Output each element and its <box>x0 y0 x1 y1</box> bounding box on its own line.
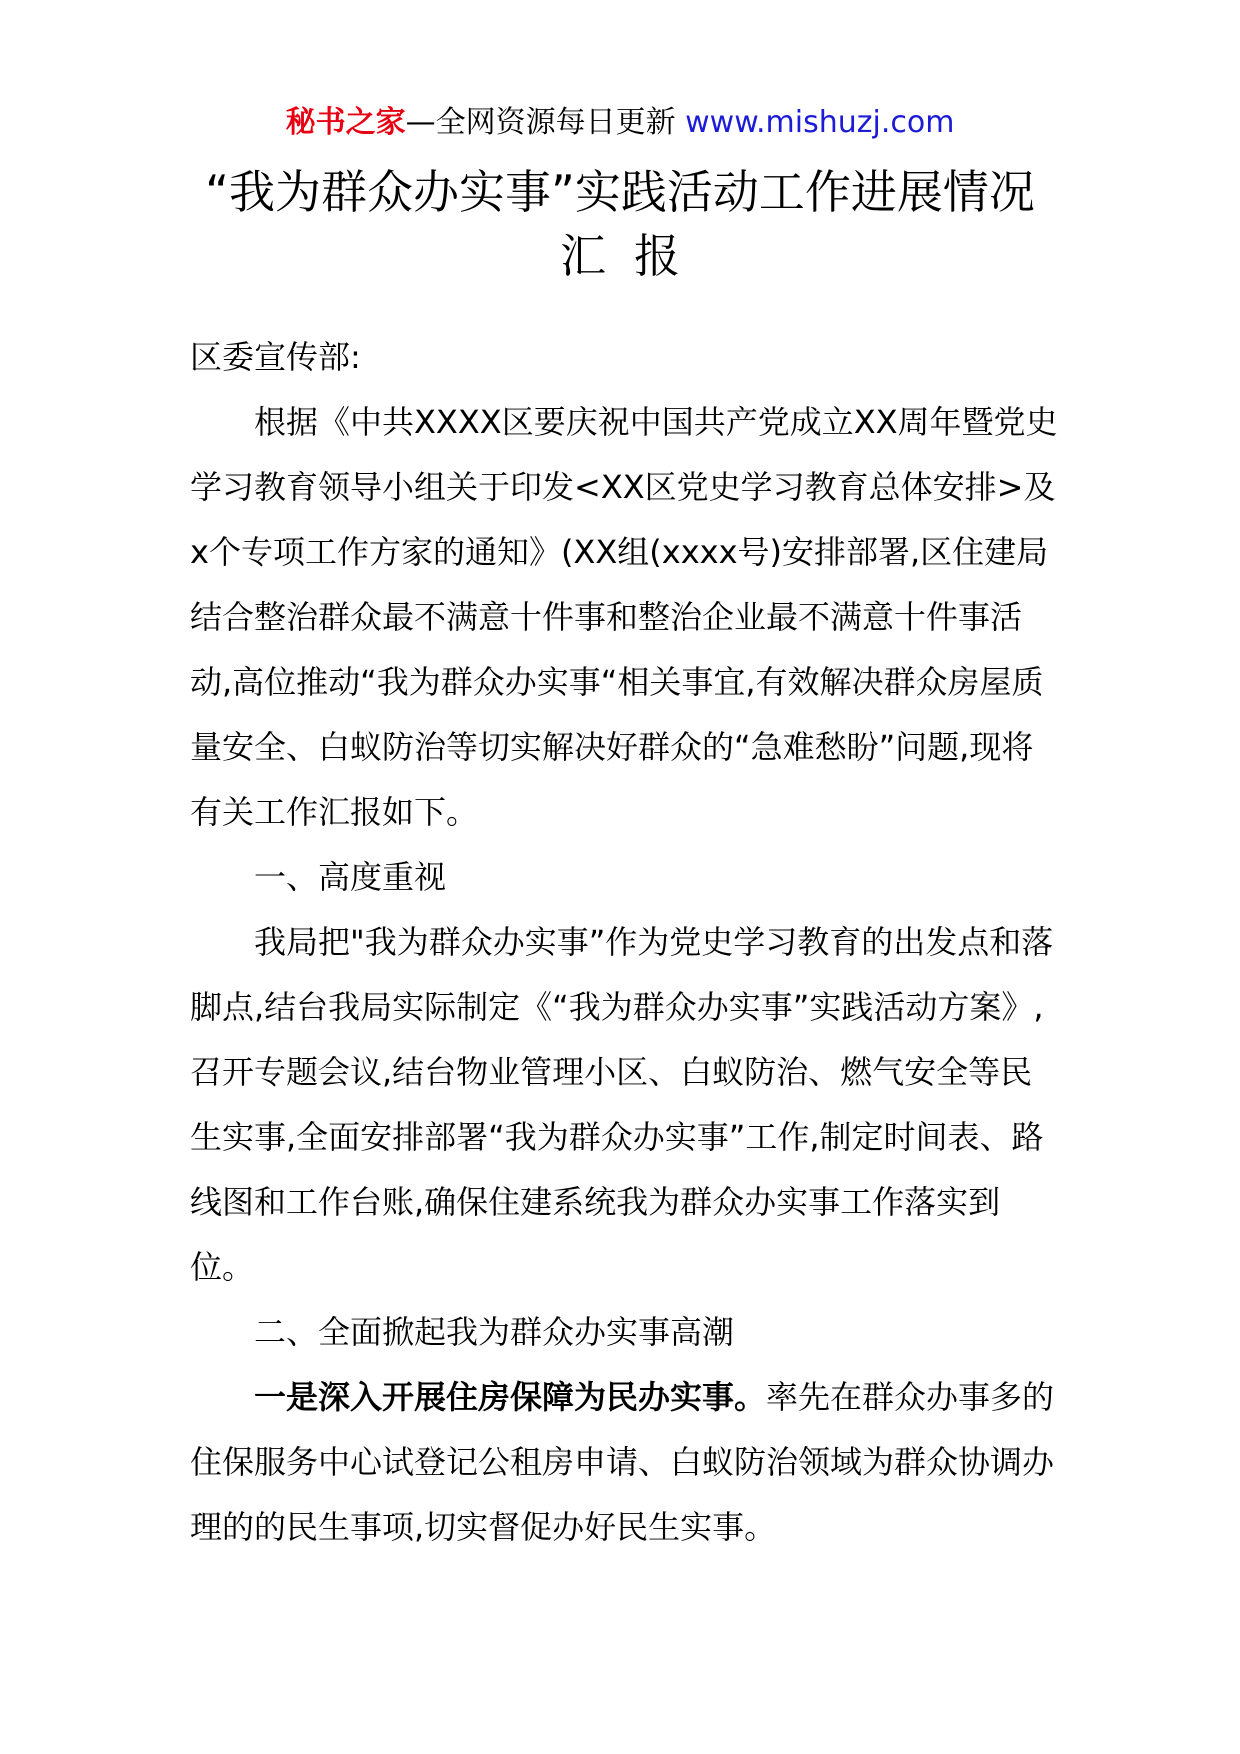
document-title-line-2: 汇报 <box>560 229 708 283</box>
section-heading-1: 一、高度重视 <box>254 858 447 896</box>
section-1-paragraph: 我局把"我为群众办实事”作为党史学习教育的出发点和落脚点,结台我局实际制定《“我为群众办实事”实践活动方案》,召开专题会议,结台物业管理小区、白蚁防治、燃气安全等民生实事,全面安排部署“我为群众办实事”工作,制定时间表、路线图和工作台账,确保住建系统我为群众办实事工作落实到位。 <box>190 923 1054 1286</box>
document-title-line-1: “我为群众办实事”实践活动工作进展情况 <box>205 165 1035 219</box>
document-body <box>190 325 1060 1560</box>
salutation: 区委宣传部: <box>190 338 361 376</box>
brand-name: 秘书之家 <box>285 105 406 140</box>
brand-slogan: —全网资源每日更新 <box>405 105 686 140</box>
item-1-lead: 一是深入开展住房保障为民办实事。 <box>254 1378 767 1416</box>
section-heading-2: 二、全面掀起我为群众办实事高潮 <box>254 1313 735 1351</box>
intro-paragraph: 根据《中共XXXX区要庆祝中国共产党成立XX周年暨党史学习教育领导小组关于印发<XX区党史学习教育总体安排>及x个专项工作方家的通知》(XX组(xxxx号)安排部署,区住建局结合整治群众最不满意十件事和整治企业最不满意十件事活动,高位推动“我为群众办实事“相关事宜,有效解决群众房屋质量安全、白蚁防治等切实解决好群众的“急难愁盼”问题,现将有关工作汇报如下。 <box>190 403 1058 831</box>
site-url: www.mishuzj.com <box>685 105 955 140</box>
item-1-text: 率先在群众办事多的住保服务中心试登记公租房申请、白蚁防治领域为群众协调办理的的民生事项,切实督促办好民生实事。 <box>190 1378 1055 1546</box>
item-1-paragraph <box>190 1365 1060 1560</box>
site-banner <box>0 100 1240 146</box>
